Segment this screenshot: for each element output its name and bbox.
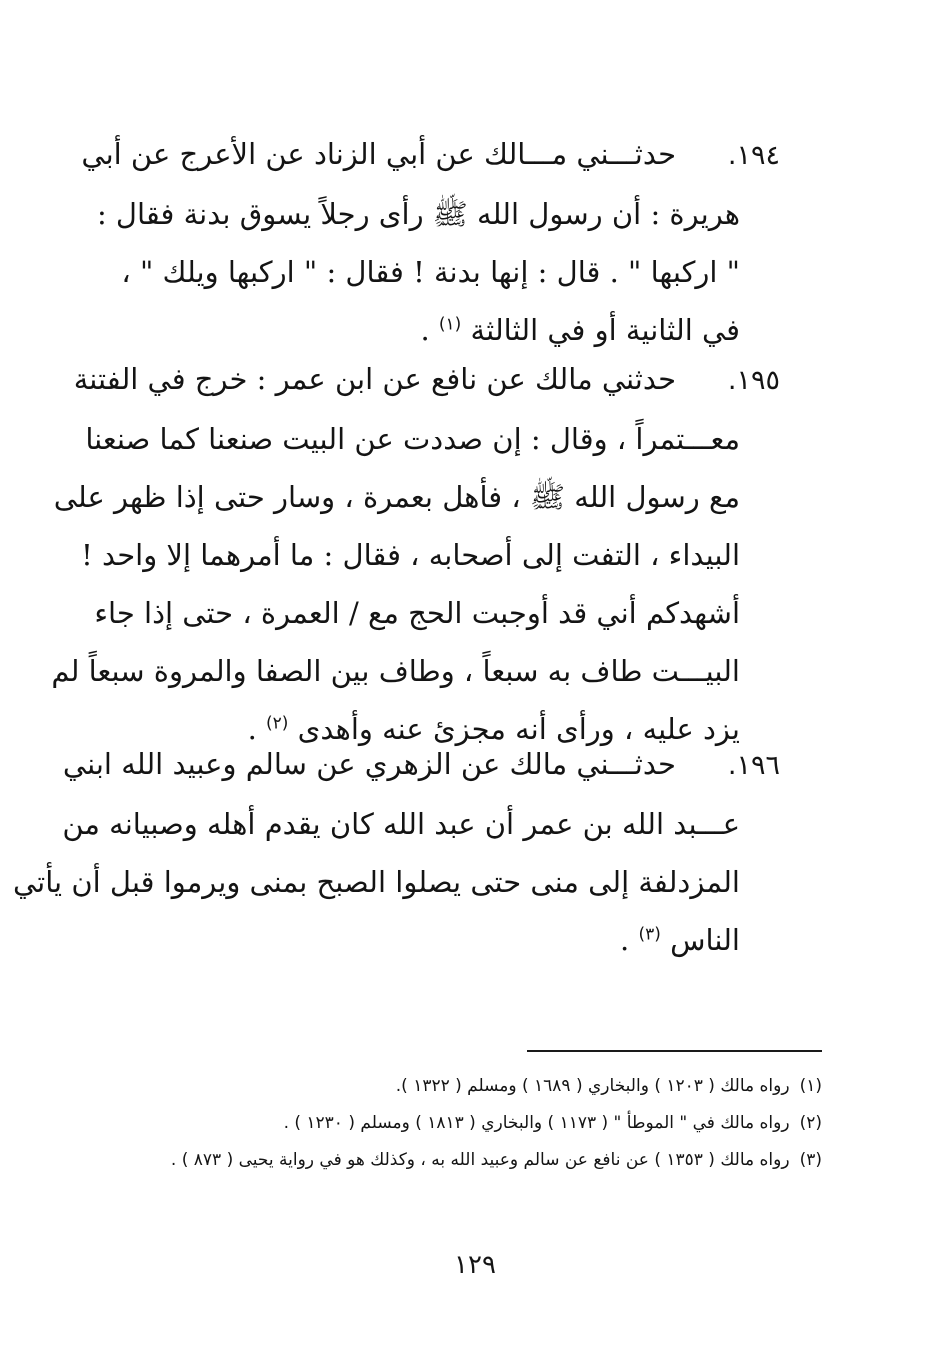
footnote-mark: (١) [799,1076,822,1096]
hadith-number: ١٩٦. [727,750,780,781]
hadith-line: مع رسول الله ﷺ ، فأهل بعمرة ، وسار حتى إذا ظهر على [53,480,740,514]
footnote-divider [527,1050,822,1052]
hadith-line: أشهدكم أني قد أوجبت الحج مع / العمرة ، حتى إذا جاء [94,596,740,630]
footnote-reference: (١) [438,314,462,335]
footnote-reference: (٣) [638,924,661,945]
footnote-reference: (٢) [266,713,289,734]
hadith-line: " اركبها " . قال : إنها بدنة ! فقال : " اركبها ويلك " ، [121,255,740,289]
hadith-line: المزدلفة إلى منى حتى يصلوا الصبح بمنى ويرموا قبل أن يأتي [12,865,740,899]
hadith-line: يزد عليه ، ورأى أنه مجزئ عنه وأهدى $^{(٢)}$ . [247,712,740,746]
hadith-line: البيـــت طاف به سبعاً ، وطاف بين الصفا والمروة سبعاً لم [51,654,740,688]
hadith-line: هريرة : أن رسول الله ﷺ رأى رجلاً يسوق بدنة فقال : [96,197,740,231]
hadith-line: في الثانية أو في الثالثة $^{(١)}$ . [420,313,740,347]
footnotes [122,1068,822,1179]
footnote-text: رواه مالك في " الموطأ " ( ١١٧٣ ) والبخاري ( ١٨١٣ ) ومسلم ( ١٢٣٠ ) . [283,1113,790,1133]
hadith-194 [81,125,780,359]
footnote-mark: (٣) [799,1150,822,1170]
footnote-text: رواه مالك ( ١٣٥٣ ) عن نافع عن سالم وعبيد الله به ، وكذلك هو في رواية يحيى ( ٨٧٣ ) . [170,1150,790,1170]
footnote-text: رواه مالك ( ١٢٠٣ ) والبخاري ( ١٦٨٩ ) ومسلم ( ١٣٢٢ ). [395,1076,790,1096]
hadith-line: عـــبد الله بن عمر أن عبد الله كان يقدم أهله وصبيانه من [62,807,740,841]
hadith-number: ١٩٤. [727,140,780,171]
hadith-number: ١٩٥. [727,365,780,396]
hadith-line: معـــتمراً ، وقال : إن صددت عن البيت صنعنا كما صنعنا [85,422,740,456]
footnote-1 [122,1068,822,1105]
page-number: ١٢٩ [454,1250,496,1280]
footnote-mark: (٢) [799,1113,822,1133]
hadith-line: البيداء ، التفت إلى أصحابه ، فقال : ما أمرهما إلا واحد ! [81,538,740,572]
footnote-2 [122,1105,822,1142]
hadith-196 [12,735,780,969]
footnote-3 [122,1142,822,1179]
hadith-line: ١٩٥.حدثني مالك عن نافع عن ابن عمر : خرج في الفتنة [170,350,780,410]
hadith-195 [51,350,780,758]
hadith-line: الناس $^{(٣)}$ . [620,923,740,957]
hadith-line: ١٩٤.حدثـــني مـــالك عن أبي الزناد عن الأعرج عن أبي [170,125,780,185]
hadith-line: ١٩٦.حدثـــني مالك عن الزهري عن سالم وعبيد الله ابني [170,735,780,795]
